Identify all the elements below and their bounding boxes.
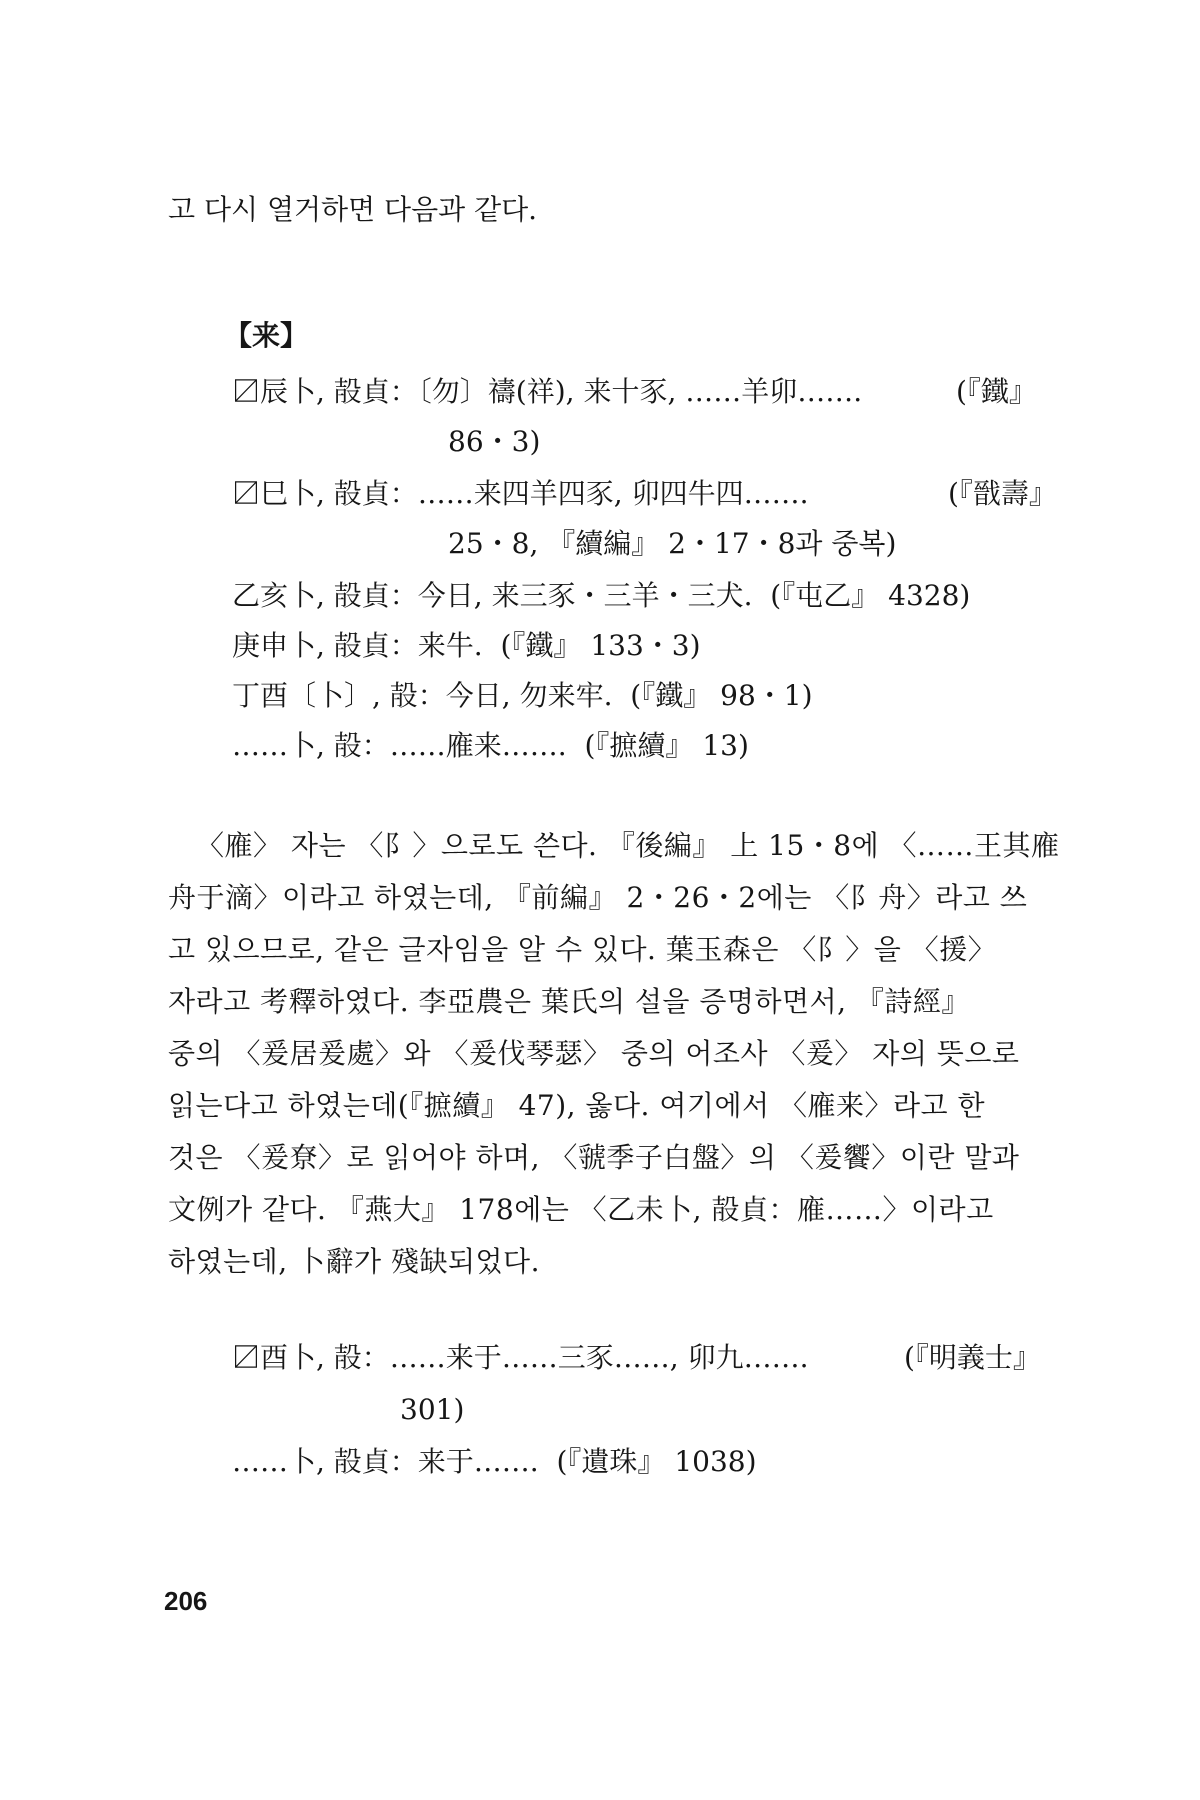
inscription-line: 庚申卜, 㱿貞：来牛. (『鐵』 133・3)	[232, 629, 701, 662]
paragraph-line: 文例가 같다. 『燕大』 178에는 〈乙未卜, 㱿貞：䧹……〉이라고	[168, 1193, 994, 1226]
inscription-source: (『鐵』	[956, 375, 1037, 408]
paragraph-line: 〈䧹〉 자는 〈阝〉으로도 쓴다. 『後編』 上 15・8에 〈……王其䧹	[196, 829, 1060, 862]
paragraph-line: 것은 〈爰尞〉로 읽어야 하며, 〈虢季子白盤〉의 〈爰饗〉이란 말과	[168, 1141, 1020, 1174]
paragraph-line: 하였는데, 卜辭가 殘缺되었다.	[168, 1245, 540, 1278]
paragraph-line: 읽는다고 하였는데(『摭續』 47), 옳다. 여기에서 〈䧹来〉라고 한	[168, 1089, 985, 1122]
page-number: 206	[164, 1586, 208, 1616]
paragraph-line: 고 있으므로, 같은 글자임을 알 수 있다. 葉玉森은 〈阝〉을 〈援〉	[168, 933, 997, 966]
inscription-line: 丁酉〔卜〕, 㱿：今日, 勿来牢. (『鐵』 98・1)	[232, 679, 813, 712]
inscription-continuation: 301)	[400, 1393, 465, 1426]
paragraph-line: 자라고 考釋하였다. 李亞農은 葉氏의 설을 증명하면서, 『詩經』	[168, 985, 970, 1018]
inscription-continuation: 25・8, 『續編』 2・17・8과 중복)	[448, 527, 897, 560]
inscription-line: 〼辰卜, 㱿貞：〔勿〕禱(祥), 来十豕, ……羊卯…….	[232, 375, 863, 408]
inscription-line: 〼巳卜, 㱿貞：……来四羊四豕, 卯四牛四…….	[232, 477, 809, 510]
inscription-source: (『明義士』	[904, 1341, 1041, 1374]
paragraph-line: 舟于滴〉이라고 하였는데, 『前編』 2・26・2에는 〈阝舟〉라고 쓰	[168, 881, 1028, 914]
paragraph-line: 중의 〈爰居爰處〉와 〈爰伐琴瑟〉 중의 어조사 〈爰〉 자의 뜻으로	[168, 1037, 1020, 1070]
inscription-source: (『戩壽』	[948, 477, 1057, 510]
inscription-line: ……卜, 㱿：……䧹来……. (『摭續』 13)	[232, 729, 749, 762]
inscription-continuation: 86・3)	[448, 425, 541, 458]
section-title: 【来】	[224, 319, 309, 352]
inscription-line: 〼酉卜, 㱿：……来于……三豕……, 卯九…….	[232, 1341, 809, 1374]
intro-line: 고 다시 열거하면 다음과 같다.	[168, 193, 538, 226]
inscription-line: ……卜, 㱿貞：来于……. (『遺珠』 1038)	[232, 1445, 757, 1478]
inscription-line: 乙亥卜, 㱿貞：今日, 来三豕・三羊・三犬. (『屯乙』 4328)	[232, 579, 971, 612]
